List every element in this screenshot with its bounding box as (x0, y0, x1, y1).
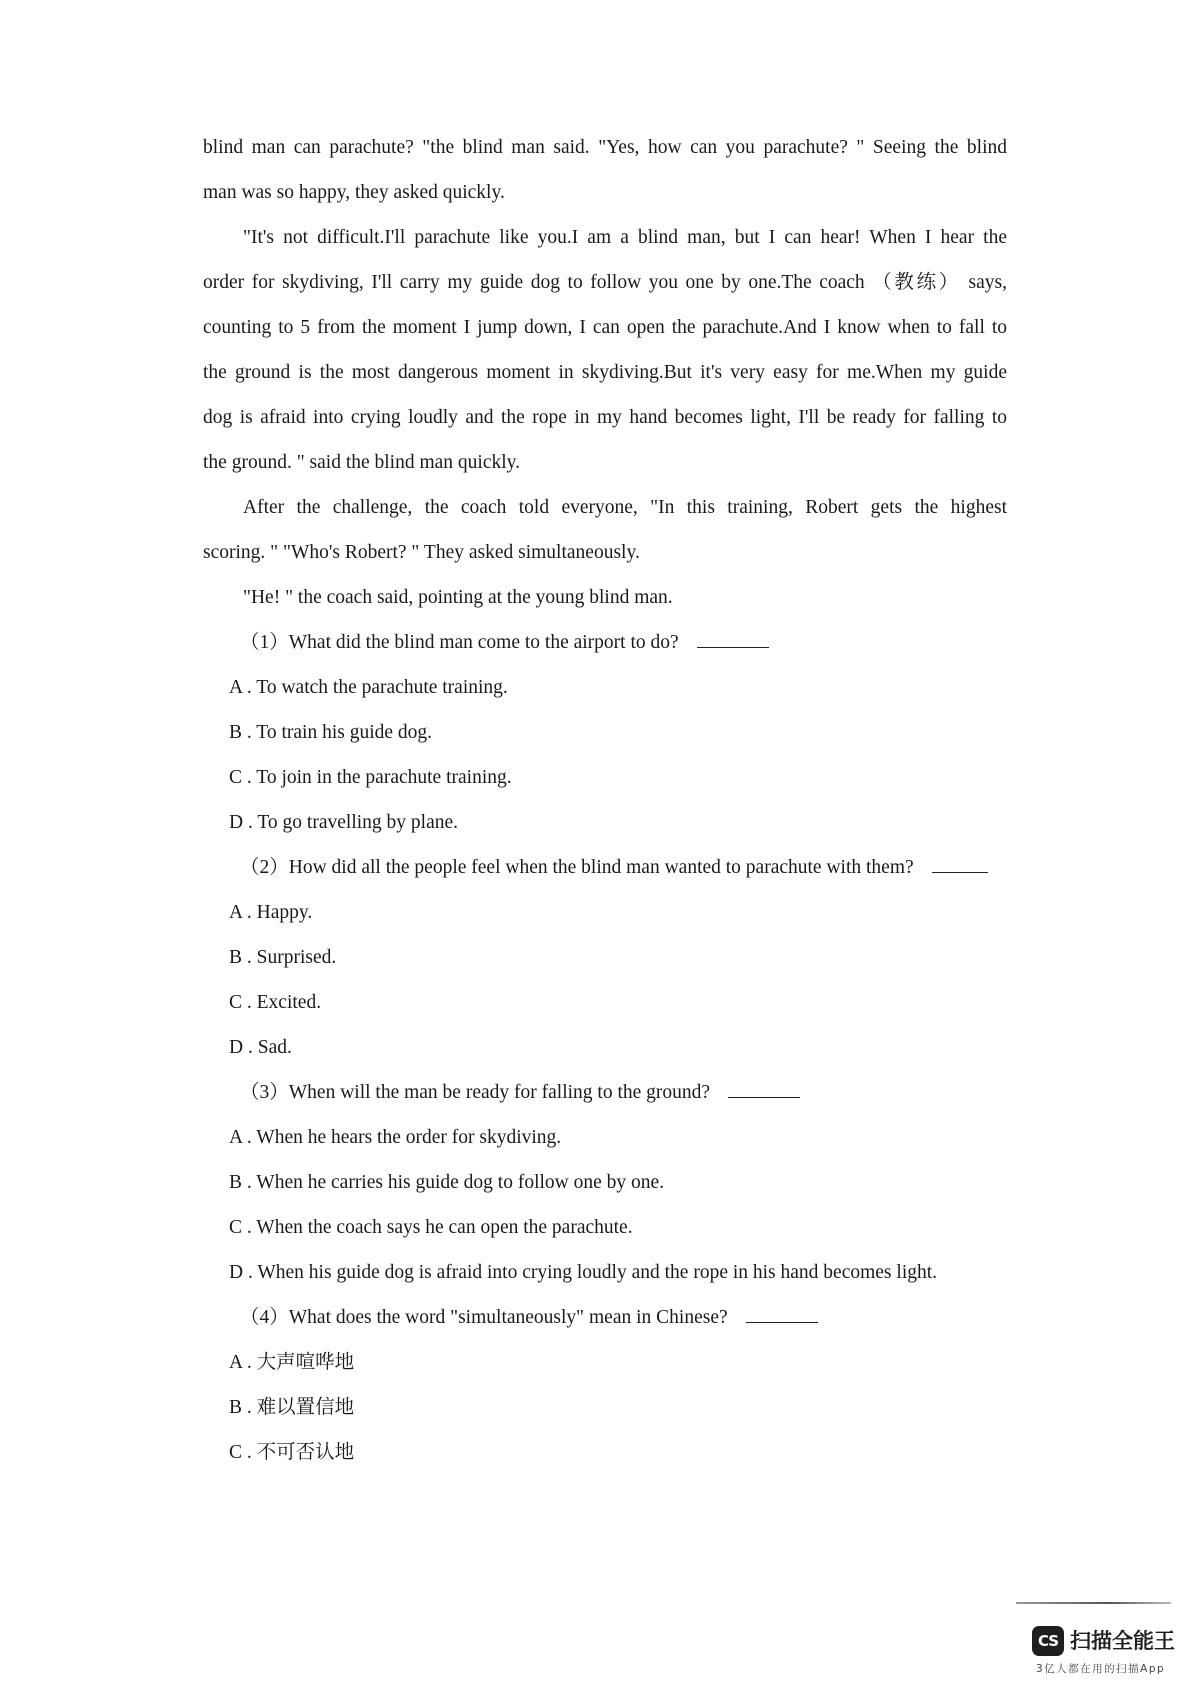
question-number: （1） (240, 632, 289, 653)
watermark-tagline: 3亿人都在用的扫描App (1036, 1663, 1166, 1675)
question-stem (240, 1304, 818, 1332)
option-c: C . Excited. (229, 992, 322, 1013)
passage-line: scoring. " "Who's Robert? " They asked simultaneously. (203, 542, 640, 563)
camscanner-logo-icon: CS (1032, 1626, 1064, 1656)
passage-line: counting to 5 from the moment I jump down, I can open the parachute.And I know when to fall to (203, 317, 1007, 338)
option-a: A . To watch the parachute training. (229, 677, 508, 698)
option-b: B . To train his guide dog. (229, 722, 433, 743)
footer-divider (1016, 1602, 1171, 1604)
passage-line: man was so happy, they asked quickly. (203, 182, 505, 203)
passage-line: dog is afraid into crying loudly and the rope in my hand becomes light, I'll be ready for falling to (203, 407, 1007, 428)
answer-blank[interactable] (746, 1321, 818, 1323)
option-a: A . Happy. (229, 902, 313, 923)
option-d: D . Sad. (229, 1037, 292, 1058)
option-b: B . 难以置信地 (229, 1397, 355, 1418)
answer-blank[interactable] (728, 1096, 800, 1098)
watermark-name: 扫描全能王 (1070, 1629, 1175, 1653)
answer-blank[interactable] (932, 871, 988, 873)
option-d: D . When his guide dog is afraid into crying loudly and the rope in his hand becomes light. (229, 1262, 938, 1283)
question-number: （4） (240, 1307, 289, 1328)
question-text: How did all the people feel when the blind man wanted to parachute with them? (288, 857, 914, 878)
option-c: C . When the coach says he can open the parachute. (229, 1217, 633, 1238)
question-stem (240, 854, 988, 882)
question-stem (240, 1079, 800, 1107)
question-text: What did the blind man come to the airport to do? (288, 632, 679, 653)
option-a: A . 大声喧哗地 (229, 1352, 355, 1373)
passage-line: order for skydiving, I'll carry my guide dog to follow you one by one.The coach （教练） says, (203, 272, 1007, 293)
question-number: （2） (240, 857, 289, 878)
passage-line: After the challenge, the coach told everyone, "In this training, Robert gets the highest (243, 497, 1007, 518)
passage-line: "He! " the coach said, pointing at the young blind man. (243, 587, 673, 608)
option-a: A . When he hears the order for skydiving. (229, 1127, 562, 1148)
question-text: What does the word "simultaneously" mean in Chinese? (288, 1307, 728, 1328)
answer-blank[interactable] (697, 646, 769, 648)
option-d: D . To go travelling by plane. (229, 812, 459, 833)
scanner-watermark (1032, 1626, 1182, 1678)
option-c: C . To join in the parachute training. (229, 767, 512, 788)
question-stem (240, 629, 769, 657)
question-text: When will the man be ready for falling to the ground? (288, 1082, 711, 1103)
passage-line: the ground is the most dangerous moment in skydiving.But it's very easy for me.When my guide (203, 362, 1007, 383)
passage-line: blind man can parachute? "the blind man said. "Yes, how can you parachute? " Seeing the blind (203, 137, 1007, 158)
option-c: C . 不可否认地 (229, 1442, 355, 1463)
option-b: B . When he carries his guide dog to follow one by one. (229, 1172, 665, 1193)
option-b: B . Surprised. (229, 947, 337, 968)
question-number: （3） (240, 1082, 289, 1103)
passage-line: the ground. " said the blind man quickly. (203, 452, 521, 473)
passage-line: "It's not difficult.I'll parachute like you.I am a blind man, but I can hear! When I hear the (243, 227, 1007, 248)
